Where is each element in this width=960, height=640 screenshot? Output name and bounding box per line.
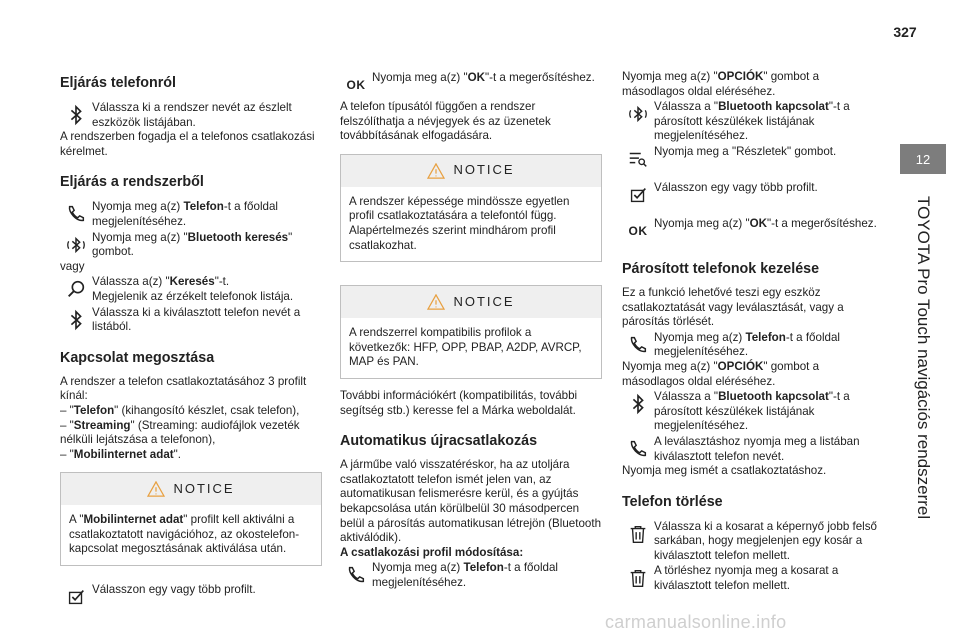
step-row: Válassza ki a kiválasztott telefon nevét a listából. [60,305,322,335]
bluetooth-icon [60,100,92,130]
step-row: Válasszon egy vagy több profilt. [60,582,322,612]
check-icon [60,582,92,612]
heading-automatikus-ujracsatlakozas: Automatikus újracsatlakozás [340,433,538,450]
bluetooth-icon [60,305,92,335]
magnifier-icon [60,274,92,304]
warning-triangle-icon [147,481,165,497]
step-row: Nyomja meg a(z) Telefon-t a főoldal megjelenítéséhez. [60,199,322,229]
step-row: OK Nyomja meg a(z) "OK"-t a megerősítéshez. [622,216,884,246]
page-number: 327 [893,24,917,40]
trash-icon [622,519,654,549]
phone-icon [622,330,654,360]
watermark: carmanualsonline.info [605,612,787,632]
step-row: Nyomja meg a "Részletek" gombot. [622,144,884,174]
list-details-icon [622,144,654,174]
phone-icon [340,560,372,590]
vagy-text: vagy [60,259,85,273]
bluetooth-search-icon [60,230,92,260]
warning-triangle-icon [427,294,445,310]
notice-box: NOTICE A rendszer képessége mindössze egyetlen profil csatlakoztatására a telefontól függ. Alapértelmezés szerint mindhárom profil csatlakozhat. [340,154,602,262]
step-row: Válassza a(z) "Keresés"-t. Megjelenik az érzékelt telefonok listája. [60,274,322,304]
column-1: Eljárás telefonról Válassza ki a rendszer nevét az észlelt eszközök listájában. A rendszerben fogadja el a telefonos csatlakozási kérelmet. Eljárás a rendszerből Nyomja meg a(z) Telefon-t a főoldal megjelenítéséhez. Nyomja meg a(z) "Bluetooth keresés" gombot. vagy Válassza a(z) "Keresés"-t. Megjelenik az érzékelt telefonok listája. Válassza ki a kiválasztott telefon nevét a listából. Kapcsolat megosztása A rendszer a telefon csatlakoztatásához 3 profilt kínál: – "Telefon" (kihangosító készlet, csak telefon), – "Streaming" (Streaming: audiofájlok vezeték nélküli lejátszása a telefonon), – "Mobilinternet adat". NOTICE A "Mobilinternet adat" profilt kell aktiválni a csatlakoztatott navigációhoz, az okostelefon-kapcsolat megosztásának aktiválása után. Válasszon egy vagy több profilt. [60,70,322,612]
phone-icon [622,434,654,464]
ok-icon: OK [346,77,366,92]
heading-eljaras-rendszerbol: Eljárás a rendszerből [60,174,204,191]
trash-icon [622,563,654,593]
step-row: Nyomja meg a(z) Telefon-t a főoldal megjelenítéséhez. [340,560,602,590]
step-row: Válasszon egy vagy több profilt. [622,180,884,210]
step-row: Válassza ki a kosarat a képernyő jobb felső sarkában, hogy megjelenjen egy kosár a kiválasztott telefon mellett. [622,519,884,564]
check-icon [622,180,654,210]
heading-eljaras-telefonrol: Eljárás telefonról [60,75,177,91]
step-row: OK Nyomja meg a(z) "OK"-t a megerősítéshez. [340,70,602,100]
column-2: OK Nyomja meg a(z) "OK"-t a megerősítéshez. A telefon típusától függően a rendszer felszólíthatja a névjegyek és az üzenetek továbbításának elfogadására. NOTICE A rendszer képessége mindössze egyetlen profil csatlakoztatására a telefontól függ. Alapértelmezés szerint mindhárom profil csatlakozhat. NOTICE A rendszerrel kompatibilis profilok a következők: HFP, OPP, PBAP, A2DP, AVRCP, MAP és PAN. További információkért (kompatibilitás, további segítség stb.) keresse fel a Márka weboldalát. Automatikus újracsatlakozás A járműbe való visszatéréskor, ha az utoljára csatlakoztatott telefon ismét jelen van, az automatikusan felismerésre kerül, és a gyújtás bekapcsolása után körülbelül 30 másodpercen belül a párosítás automatikusan létrejön (Bluetooth aktiválódik). A csatlakozási profil módosítása: Nyomja meg a(z) Telefon-t a főoldal megjelenítéséhez. [340,71,602,589]
paragraph: A rendszerben fogadja el a telefonos csatlakozási kérelmet. [60,130,315,158]
heading-parositott-telefonok: Párosított telefonok kezelése [622,260,820,277]
column-3: Nyomja meg a(z) "OPCIÓK" gombot a másodlagos oldal eléréséhez. Válassza a "Bluetooth kapcsolat"-t a párosított készülékek listájának megjelenítéséhez. Nyomja meg a "Részletek" gombot. Válasszon egy vagy több profilt. OK Nyomja meg a(z) "OK"-t a megerősítéshez. Párosított telefonok kezelése Ez a funkció lehetővé teszi egy eszköz csatlakoztatását vagy leválasztását, vagy a párosítás törlését. Nyomja meg a(z) Telefon-t a főoldal megjelenítéséhez. Nyomja meg a(z) "OPCIÓK" gombot a másodlagos oldal eléréséhez. Válassza a "Bluetooth kapcsolat"-t a párosított készülékek listájának megjelenítéséhez. A leválasztáshoz nyomja meg a listában kiválasztott telefon nevét. Nyomja meg ismét a csatlakoztatáshoz. Telefon törlése Válassza ki a kosarat a képernyő jobb felső sarkában, hogy megjelenjen egy kosár a kiválasztott telefon mellett. A törléshez nyomja meg a kosarat a kiválasztott telefon mellett. [622,70,884,594]
bluetooth-icon [622,389,654,419]
step-row: Válassza a "Bluetooth kapcsolat"-t a párosított készülékek listájának megjelenítéséhez. [622,389,884,434]
heading-telefon-torlese: Telefon törlése [622,493,723,510]
notice-box: NOTICE A rendszerrel kompatibilis profilok a következők: HFP, OPP, PBAP, A2DP, AVRCP, MAP és PAN. [340,285,602,379]
bluetooth-search-icon [622,99,654,129]
warning-triangle-icon [427,163,445,179]
ok-icon: OK [628,223,648,238]
notice-box: NOTICE A "Mobilinternet adat" profilt kell aktiválni a csatlakoztatott navigációhoz, az okostelefon-kapcsolat megosztásának aktiválása után. [60,472,322,566]
step-row: Nyomja meg a(z) Telefon-t a főoldal megjelenítéséhez. [622,330,884,360]
step-row: Válassza a "Bluetooth kapcsolat"-t a párosított készülékek listájának megjelenítéséhez. [622,99,884,144]
chapter-title: TOYOTA Pro Touch navigációs rendszerrel [914,196,933,520]
step-row: Válassza ki a rendszer nevét az észlelt eszközök listájában. [60,100,322,130]
chapter-tab: 12 [900,144,946,174]
heading-kapcsolat-megosztasa: Kapcsolat megosztása [60,349,215,366]
step-row: A leválasztáshoz nyomja meg a listában kiválasztott telefon nevét. [622,434,884,464]
phone-icon [60,199,92,229]
step-row: A törléshez nyomja meg a kosarat a kiválasztott telefon mellett. [622,563,884,593]
step-row: Nyomja meg a(z) "Bluetooth keresés" gombot. [60,230,322,260]
